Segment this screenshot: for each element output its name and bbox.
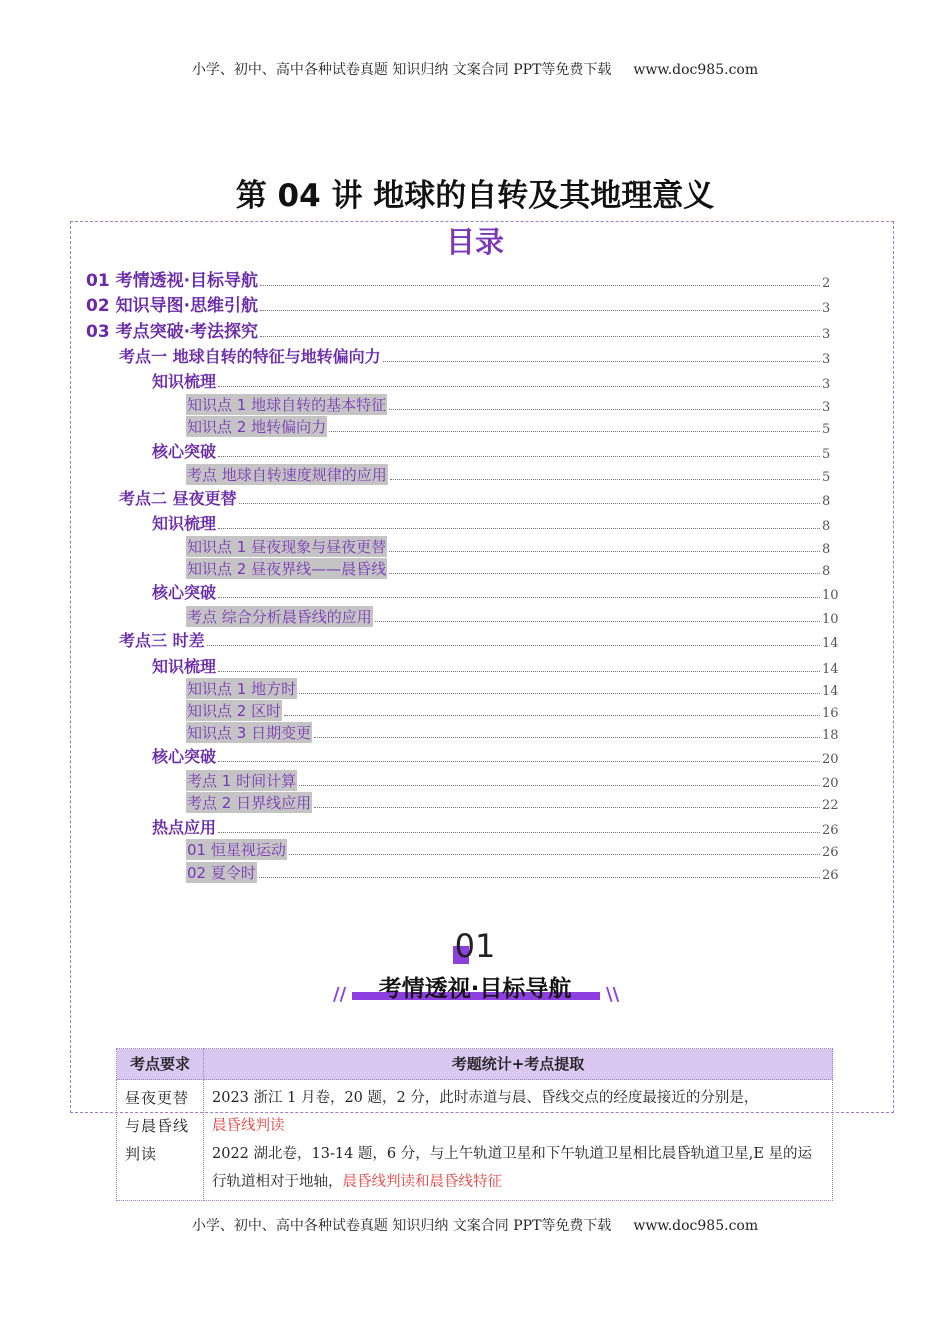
toc-leader-dots: [299, 693, 820, 694]
toc-entry[interactable]: [0, 535, 870, 557]
toc-entry[interactable]: [0, 557, 870, 579]
toc-entry-label: 考点一 地球自转的特征与地转偏向力: [119, 347, 381, 366]
row-line1: 2023 浙江 1 月卷，20 题，2 分，此时赤道与晨、昏线交点的经度最接近的分别是，: [212, 1090, 759, 1106]
toc-entry[interactable]: [0, 861, 870, 883]
row-line2: 2022 湖北卷，13-14 题，6 分，与上午轨道卫星和下午轨道卫星相比晨昏轨道卫星,E 星的运行轨道相对于地轴，: [212, 1146, 813, 1190]
toc-entry[interactable]: [0, 581, 870, 603]
toc-entry-label: 知识点 1 地方时: [187, 680, 297, 698]
section-number: 01: [454, 927, 496, 965]
toc-entry[interactable]: [0, 605, 870, 627]
toc-leader-dots: [218, 671, 820, 672]
footer-site[interactable]: www.doc985.com: [633, 1218, 759, 1234]
toc-entry-label: 01 恒星视运动: [187, 841, 286, 859]
toc-title: 目录: [445, 225, 504, 259]
toc-entry[interactable]: [0, 629, 870, 651]
toc-entry-page: 20: [822, 776, 839, 791]
toc-entry-label: 考点 1 时间计算: [187, 772, 297, 790]
row-line2-red: 晨昏线判读和晨昏线特征: [342, 1174, 502, 1190]
toc-entry[interactable]: [0, 320, 870, 342]
toc-entry-label: 考点三 时差: [119, 631, 205, 650]
toc-leader-dots: [383, 361, 820, 362]
toc-entry-page: 8: [822, 494, 831, 509]
toc-entry-page: 10: [822, 588, 839, 603]
toc-entry-label: 02 夏令时: [187, 864, 256, 882]
toc-entry-page: 5: [822, 422, 831, 437]
toc-leader-dots: [218, 761, 820, 762]
header-text: 小学、初中、高中各种试卷真题 知识归纳 文案合同 PPT等免费下载: [191, 62, 612, 78]
toc-entry-label: 核心突破: [152, 747, 217, 766]
toc-entry-label: 核心突破: [152, 583, 217, 602]
toc-entry[interactable]: [0, 838, 870, 860]
toc-leader-dots: [390, 479, 820, 480]
toc-leader-dots: [239, 503, 820, 504]
toc-entry[interactable]: [0, 699, 870, 721]
toc-leader-dots: [314, 737, 820, 738]
toc-entry-label: 知识点 2 区时: [187, 702, 282, 720]
table-cell-value: [204, 1080, 833, 1201]
toc-leader-dots: [218, 528, 820, 529]
toc-entry-page: 5: [822, 470, 831, 485]
toc-entry[interactable]: [0, 440, 870, 462]
toc-entry-page: 26: [822, 845, 839, 860]
toc-entry-page: 3: [822, 400, 831, 415]
toc-entry-page: 5: [822, 447, 831, 462]
toc-entry-label: 核心突破: [152, 442, 217, 461]
toc-entry-label: 考点 地球自转速度规律的应用: [187, 466, 387, 484]
toc-entry[interactable]: [0, 294, 870, 316]
toc-entry[interactable]: [0, 393, 870, 415]
section-title-wrap: [0, 970, 950, 1003]
toc-entry-page: 8: [822, 564, 831, 579]
toc-entry-label: 知识梳理: [152, 514, 217, 533]
toc-entry-label: 知识点 2 地转偏向力: [187, 418, 327, 436]
toc-leader-dots: [375, 621, 820, 622]
section-title: 考情透视·目标导航: [378, 976, 572, 1002]
section-slash-right: \\: [606, 984, 620, 1005]
table-header-row: [117, 1049, 833, 1080]
toc-entry-page: 10: [822, 612, 839, 627]
toc-entry-page: 3: [822, 377, 831, 392]
toc-entry-page: 16: [822, 706, 839, 721]
toc-entry[interactable]: [0, 677, 870, 699]
toc-entry-page: 14: [822, 684, 839, 699]
toc-leader-dots: [207, 645, 820, 646]
toc-entry-page: 14: [822, 636, 839, 651]
toc-entry[interactable]: [0, 269, 870, 291]
toc-entry[interactable]: [0, 721, 870, 743]
table-header: 考点要求: [117, 1049, 204, 1080]
header-site[interactable]: www.doc985.com: [633, 62, 759, 78]
toc-entry[interactable]: [0, 415, 870, 437]
toc-leader-dots: [218, 597, 820, 598]
toc-entry-page: 8: [822, 542, 831, 557]
toc-entry[interactable]: [0, 745, 870, 767]
toc-entry-page: 18: [822, 728, 839, 743]
toc-leader-dots: [329, 431, 820, 432]
toc-entry[interactable]: [0, 370, 870, 392]
toc-entry-label: 考点 2 日界线应用: [187, 794, 312, 812]
toc-entry-label: 02 知识导图·思维引航: [86, 296, 259, 316]
toc-entry-page: 14: [822, 662, 839, 677]
toc-entry-page: 3: [822, 301, 831, 316]
toc-entry[interactable]: [0, 769, 870, 791]
table-cell-key: 昼夜更替与晨昏线判读: [117, 1080, 204, 1201]
toc-entry-label: 03 考点突破·考法探究: [86, 322, 259, 342]
toc-leader-dots: [389, 573, 820, 574]
toc-entry[interactable]: [0, 655, 870, 677]
toc-entry[interactable]: [0, 487, 870, 509]
toc-leader-dots: [218, 386, 820, 387]
toc-entry-page: 3: [822, 352, 831, 367]
toc-entry-page: 3: [822, 327, 831, 342]
table-row: [117, 1080, 833, 1201]
toc-leader-dots: [284, 715, 820, 716]
toc-leader-dots: [260, 336, 820, 337]
toc-entry-page: 22: [822, 798, 839, 813]
toc-leader-dots: [218, 832, 820, 833]
toc-entry[interactable]: [0, 512, 870, 534]
toc-entry-label: 知识点 3 日期变更: [187, 724, 312, 742]
footer-text: 小学、初中、高中各种试卷真题 知识归纳 文案合同 PPT等免费下载: [191, 1218, 612, 1234]
toc-entry-label: 知识点 2 昼夜界线——晨昏线: [187, 560, 387, 578]
page-footer: [0, 1215, 950, 1235]
toc-entry[interactable]: [0, 791, 870, 813]
toc-entry[interactable]: [0, 463, 870, 485]
toc-leader-dots: [260, 310, 820, 311]
toc-leader-dots: [299, 785, 820, 786]
toc-entry-label: 知识梳理: [152, 657, 217, 676]
toc-entry[interactable]: [0, 816, 870, 838]
toc-entry[interactable]: [0, 345, 870, 367]
toc-entry-label: 热点应用: [152, 818, 217, 837]
page-header: [0, 59, 950, 79]
toc-entry-page: 2: [822, 276, 831, 291]
toc-entry-label: 知识梳理: [152, 372, 217, 391]
toc-entry-label: 知识点 1 地球自转的基本特征: [187, 396, 387, 414]
toc-entry-page: 8: [822, 519, 831, 534]
toc-entry-label: 考点 综合分析晨昏线的应用: [187, 608, 372, 626]
table-header: 考题统计+考点提取: [204, 1049, 833, 1080]
toc-leader-dots: [259, 877, 820, 878]
toc-leader-dots: [389, 551, 820, 552]
toc-entry-label: 知识点 1 昼夜现象与昼夜更替: [187, 538, 387, 556]
page-title: 第 04 讲 地球的自转及其地理意义: [235, 178, 715, 214]
toc-entry-page: 20: [822, 752, 839, 767]
toc-entry-page: 26: [822, 868, 839, 883]
toc-entry-label: 考点二 昼夜更替: [119, 489, 237, 508]
exam-table: [116, 1048, 833, 1201]
toc-leader-dots: [314, 807, 820, 808]
toc-entry-page: 26: [822, 823, 839, 838]
toc-entry-label: 01 考情透视·目标导航: [86, 271, 259, 291]
section-slash-left: //: [333, 984, 347, 1005]
toc-leader-dots: [289, 854, 820, 855]
toc-leader-dots: [218, 456, 820, 457]
toc-leader-dots: [389, 409, 820, 410]
row-line1-red: 晨昏线判读: [212, 1118, 285, 1134]
toc-leader-dots: [260, 285, 820, 286]
